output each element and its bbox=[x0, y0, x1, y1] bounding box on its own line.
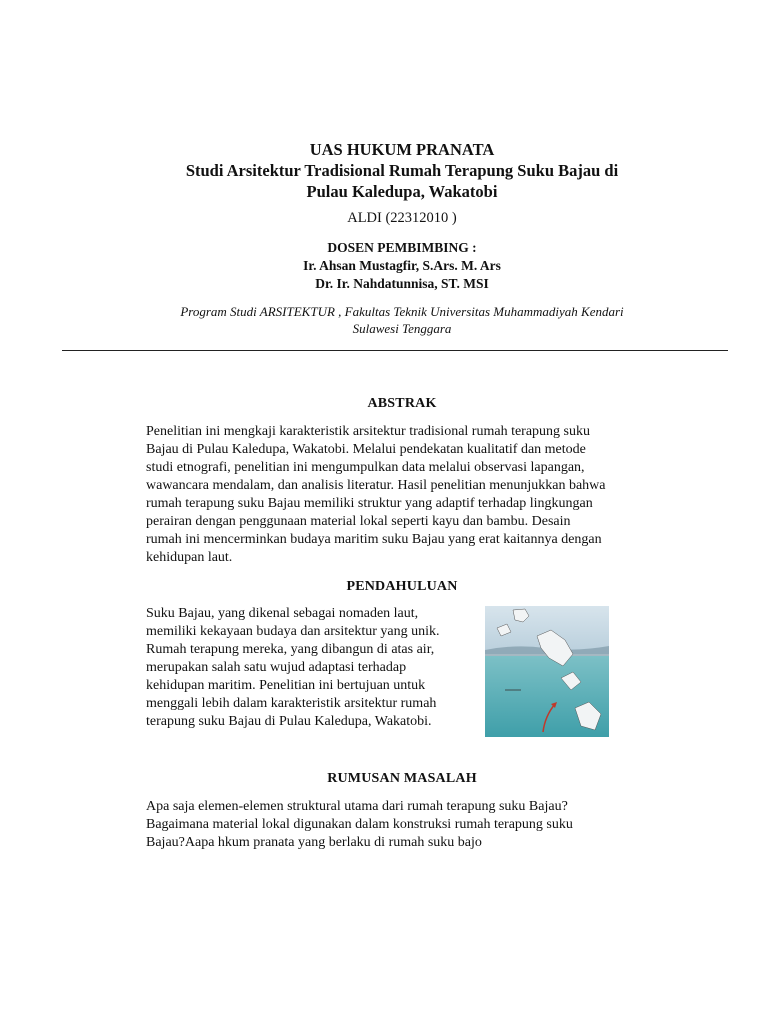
pendahuluan-line: terapung suku Bajau di Pulau Kaledupa, Wakatobi. bbox=[146, 714, 432, 729]
rumusan-paragraph bbox=[146, 798, 676, 852]
abstrak-line: rumah terapung suku Bajau memiliki struktur yang adaptif terhadap lingkungan bbox=[146, 496, 593, 511]
pendahuluan-line: menggali lebih dalam karakteristik arsitektur rumah bbox=[146, 696, 437, 711]
abstrak-line: kehidupan laut. bbox=[146, 550, 233, 565]
dosen-name-1: Ir. Ahsan Mustagfir, S.Ars. M. Ars bbox=[303, 258, 501, 273]
pendahuluan-heading: PENDAHULUAN bbox=[346, 579, 458, 594]
abstrak-line: studi etnografi, penelitian ini mengumpulkan data melalui observasi lapangan, bbox=[146, 460, 585, 475]
abstrak-paragraph bbox=[146, 423, 666, 567]
rumusan-line: Bajau?Aapa hkum pranata yang berlaku di rumah suku bajo bbox=[146, 835, 482, 850]
pendahuluan-paragraph bbox=[146, 605, 476, 731]
document-subtitle-line-2: Pulau Kaledupa, Wakatobi bbox=[306, 182, 498, 201]
pendahuluan-line: memiliki kekayaan budaya dan arsitektur yang unik. bbox=[146, 624, 440, 639]
document-subtitle-line-1: Studi Arsitektur Tradisional Rumah Terapung Suku Bajau di bbox=[185, 161, 619, 180]
affiliation-line-1: Program Studi ARSITEKTUR , Fakultas Teknik Universitas Muhammadiyah Kendari bbox=[180, 304, 624, 319]
abstrak-heading: ABSTRAK bbox=[367, 396, 437, 411]
abstrak-line: wawancara mendalam, dan analisis literatur. Hasil penelitian menunjukkan bahwa bbox=[146, 478, 606, 493]
rumusan-heading: RUMUSAN MASALAH bbox=[327, 771, 477, 786]
pendahuluan-line: kehidupan maritim. Penelitian ini bertujuan untuk bbox=[146, 678, 426, 693]
abstrak-line: Bajau di Pulau Kaledupa, Wakatobi. Melalui pendekatan kualitatif dan metode bbox=[146, 442, 586, 457]
rumusan-line: Bagaimana material lokal digunakan dalam konstruksi rumah terapung suku bbox=[146, 817, 573, 832]
abstrak-line: perairan dengan penggunaan material lokal seperti kayu dan bambu. Desain bbox=[146, 514, 571, 529]
author: ALDI (22312010 ) bbox=[347, 210, 457, 226]
rumusan-line: Apa saja elemen-elemen struktural utama dari rumah terapung suku Bajau? bbox=[146, 799, 568, 814]
kaledupa-map-image bbox=[485, 606, 609, 737]
dosen-label: DOSEN PEMBIMBING : bbox=[327, 240, 477, 255]
abstrak-line: rumah ini mencerminkan budaya maritim suku Bajau yang erat kaitannya dengan bbox=[146, 532, 602, 547]
pendahuluan-line: merupakan salah satu wujud adaptasi terhadap bbox=[146, 660, 407, 675]
pendahuluan-line: Suku Bajau, yang dikenal sebagai nomaden laut, bbox=[146, 606, 419, 621]
document-title: UAS HUKUM PRANATA bbox=[309, 140, 495, 159]
dosen-name-2: Dr. Ir. Nahdatunnisa, ST. MSI bbox=[315, 276, 489, 291]
pendahuluan-line: Rumah terapung mereka, yang dibangun di atas air, bbox=[146, 642, 435, 657]
header-divider bbox=[62, 350, 728, 351]
abstrak-line: Penelitian ini mengkaji karakteristik arsitektur tradisional rumah terapung suku bbox=[146, 424, 590, 439]
affiliation-line-2: Sulawesi Tenggara bbox=[352, 321, 452, 336]
